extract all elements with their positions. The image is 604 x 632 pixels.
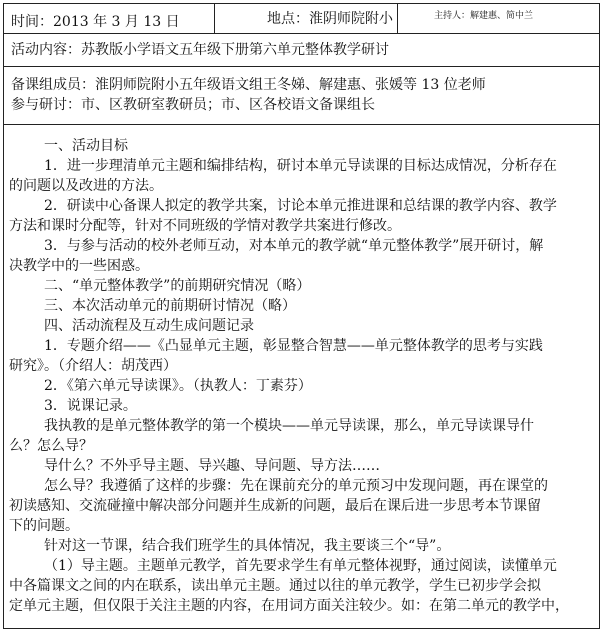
body-line: 我执教的是单元整体教学的第一个模块——单元导读课，那么，单元导读课导什 [44, 418, 534, 434]
section-heading: 三、本次活动单元的前期研讨情况（略） [44, 298, 296, 314]
activity-content: 活动内容：苏教版小学语文五年级下册第六单元整体教学研讨 [11, 42, 389, 58]
prep-members: 备课组成员：淮阴师院附小五年级语文组王冬娣、解建惠、张媛等 13 位老师 [11, 77, 486, 93]
activity-record-sheet [3, 3, 600, 629]
body-line: 2．研读中心备课人拟定的教学共案，讨论本单元推进课和总结课的教学内容、教学 [44, 198, 557, 214]
body-line: 3．说课记录。 [44, 398, 137, 414]
body-line: 3．与参与活动的校外老师互动，对本单元的教学就“单元整体教学”展开研讨，解 [44, 238, 544, 254]
host-cell: 主持人：解建惠、简中兰 [397, 4, 599, 33]
body-line: 决教学中的一些困惑。 [9, 258, 149, 274]
header-row [4, 4, 599, 34]
body-line: 中各篇课文之间的内在联系，读出单元主题。通过以往的单元教学，学生已初步学会拟 [9, 578, 541, 594]
body-line: 1．专题介绍——《凸显单元主题，彰显整合智慧——单元整体教学的思考与实践 [44, 338, 543, 354]
body-line: （1）导主题。主题单元教学，首先要求学生有单元整体视野，通过阅读，读懂单元 [44, 558, 557, 574]
body-line: 方法和课时分配等，针对不同班级的学情对教学共案进行修改。 [9, 218, 401, 234]
body-line: 定单元主题，但仅限于关注主题的内容，在用词方面关注较少。如：在第二单元的教学中， [9, 598, 569, 614]
body-line: 的问题以及改进的方法。 [9, 178, 163, 194]
participants: 参与研讨：市、区教研室教研员；市、区各校语文备课组长 [11, 97, 375, 113]
section-heading: 一、活动目标 [44, 138, 128, 154]
members-row [4, 67, 599, 125]
body-line: 导什么？不外乎导主题、导兴趣、导问题、导方法…… [44, 458, 380, 474]
body-line: 2．《第六单元导读课》。（执教人：丁素芬） [44, 378, 312, 394]
section-heading: 二、“单元整体教学”的前期研究情况（略） [44, 278, 311, 294]
body-line: 1．进一步理清单元主题和编排结构，研讨本单元导读课的目标达成情况，分析存在 [44, 158, 557, 174]
body-line: 么？怎么导？ [9, 438, 93, 454]
body-line: 针对这一节课，结合我们班学生的具体情况，我主要谈三个“导”。 [44, 538, 451, 554]
body-line: 初读感知、交流碰撞中解决部分问题并生成新的问题，最后在课后进一步思考本节课留 [9, 498, 541, 514]
activity-content-row [4, 34, 599, 67]
body-line: 研究》。（介绍人：胡茂西） [9, 358, 177, 374]
place-cell: 地点：淮阴师院附小 [214, 4, 399, 33]
section-heading: 四、活动流程及互动生成问题记录 [44, 318, 254, 334]
time-cell: 时间：2013 年 3 月 13 日 [11, 14, 180, 30]
body-line: 下的问题。 [9, 518, 79, 534]
body-line: 怎么导？我遵循了这样的步骤：先在课前充分的单元预习中发现问题，再在课堂的 [44, 478, 548, 494]
